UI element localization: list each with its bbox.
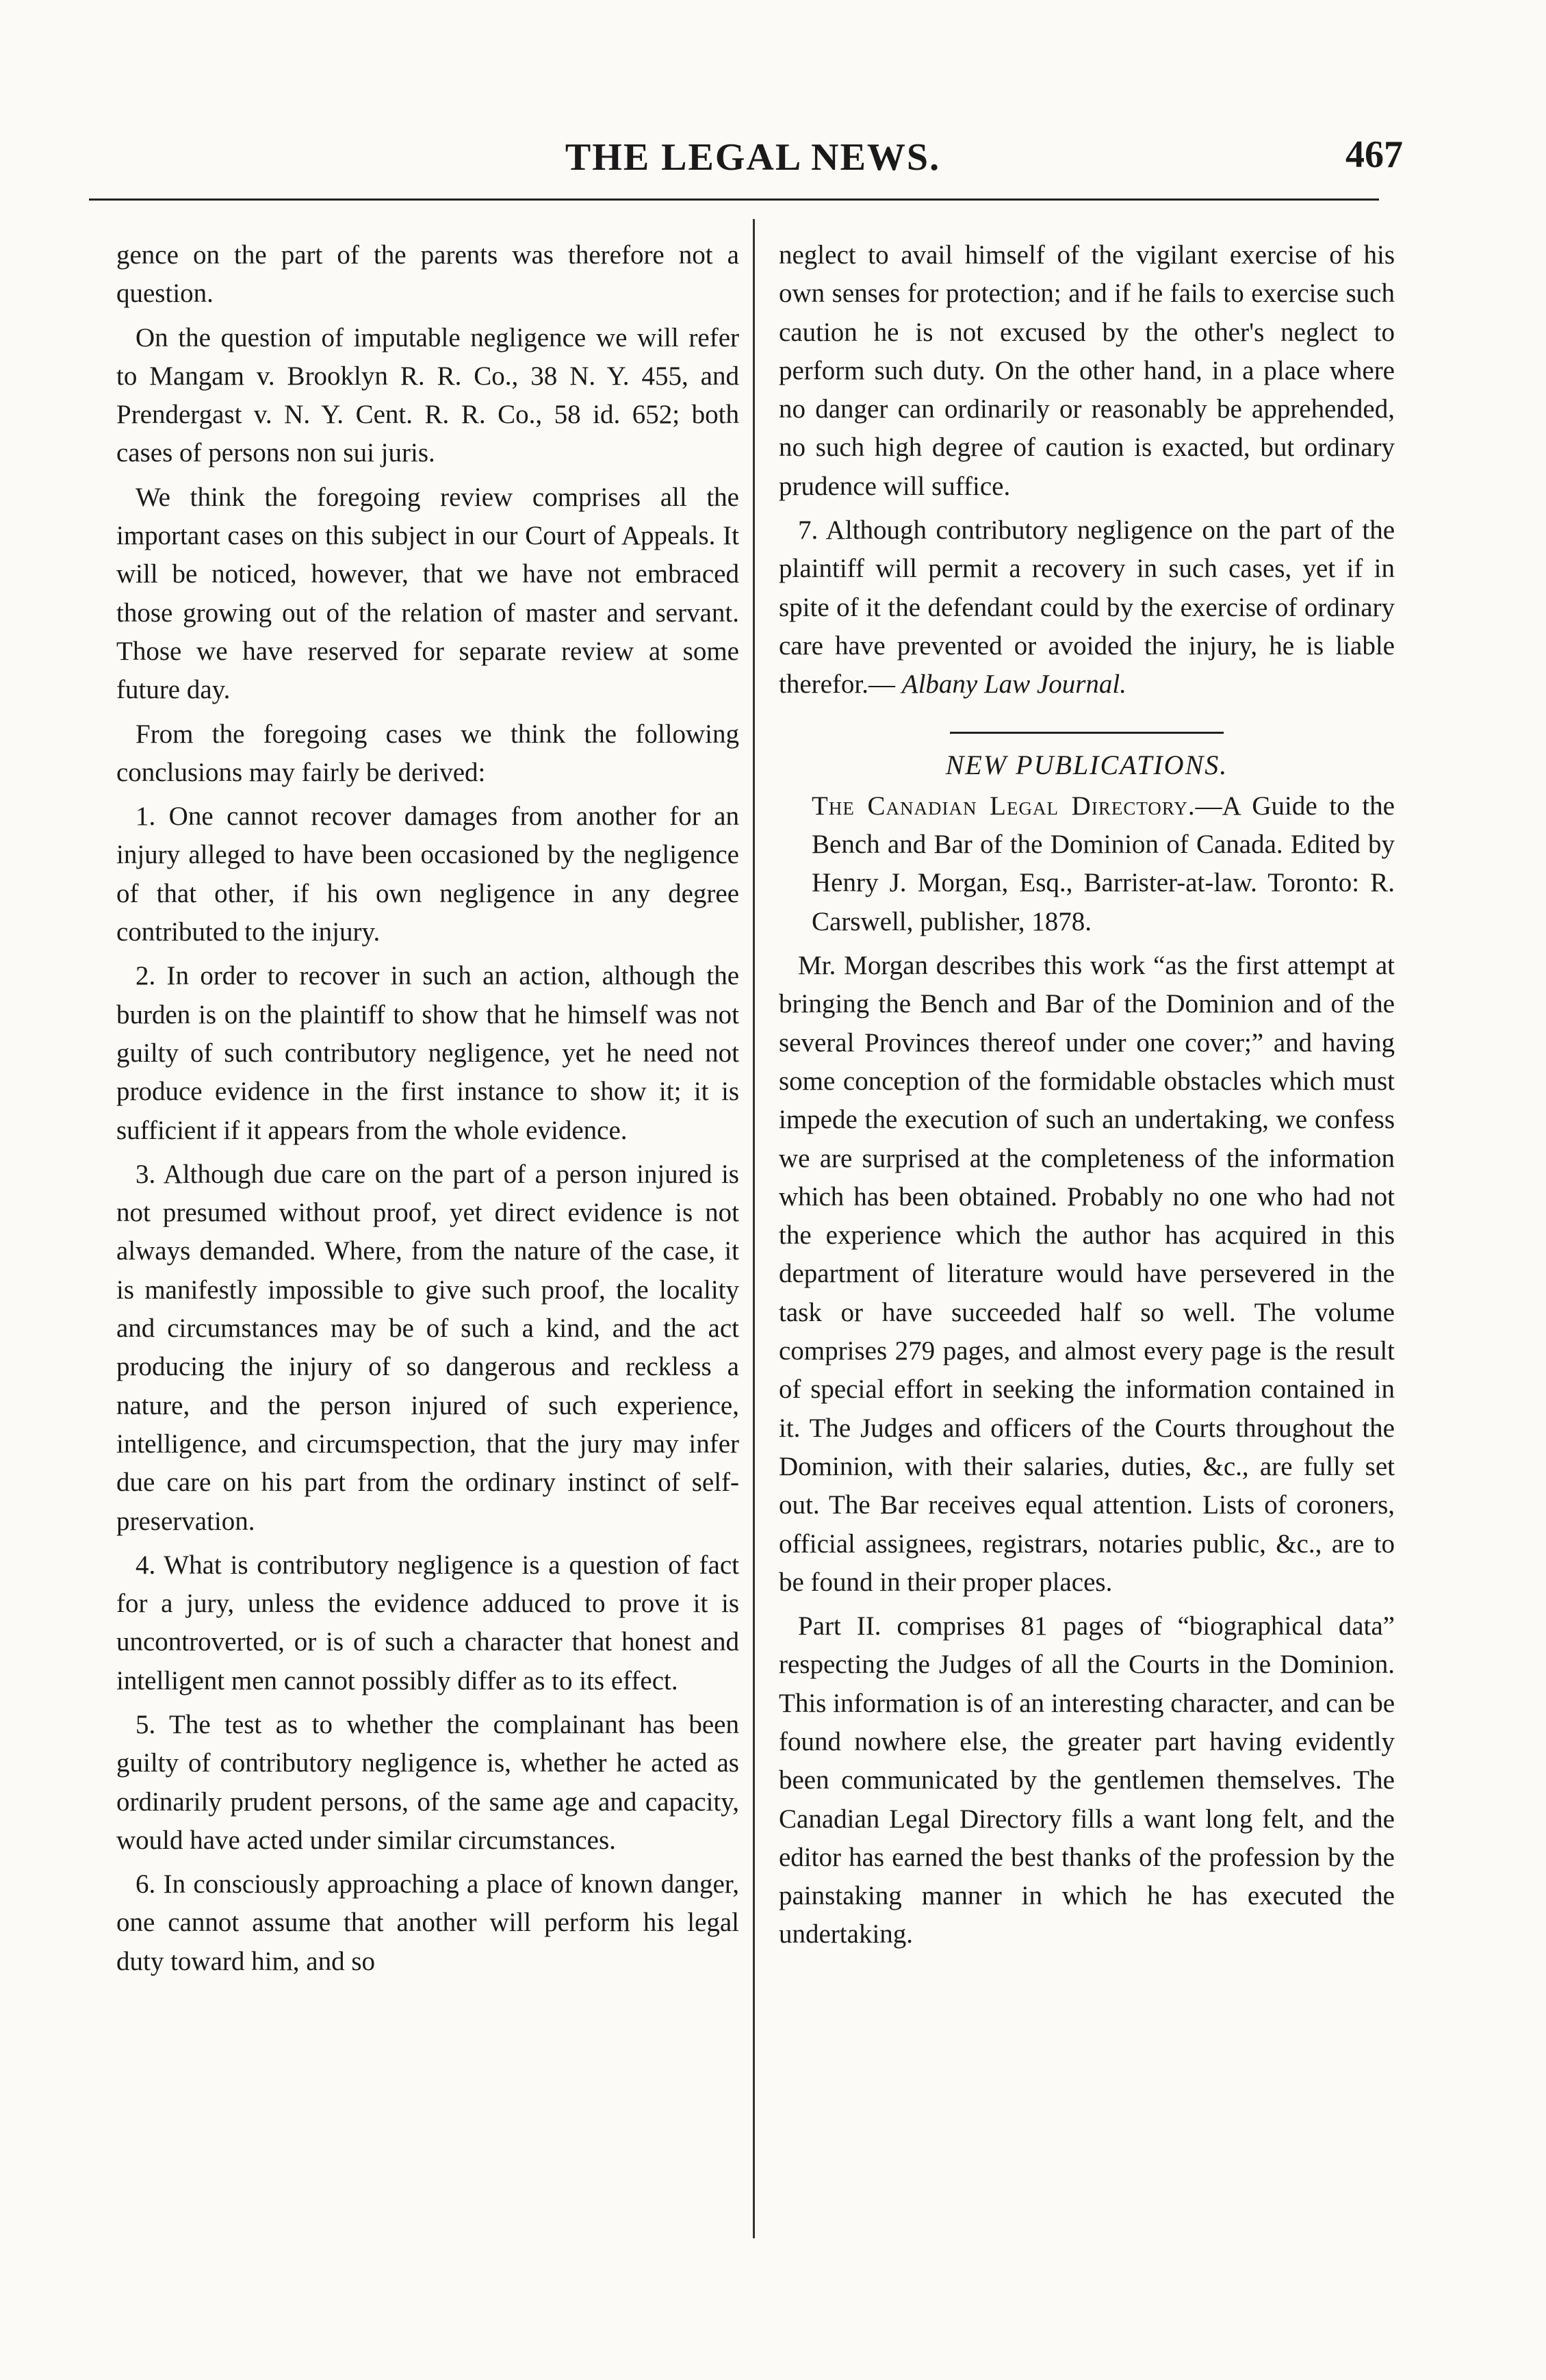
publication-title: The Canadian Legal Directory. <box>812 791 1196 821</box>
review-paragraph-2: Part II. comprises 81 pages of “biographical data” respecting the Judges of all the Courts in the Dominion. This information is of an interesting character, and can be found nowhere else, the greater part having evidently been communicated by the gentlemen themselves. The Canadian Legal Directory fills a want long felt, and the editor has earned the best thanks of the profession by the painstaking manner in which he has executed the undertaking. <box>779 1611 1395 1949</box>
publication-details: —A Guide to the Bench and Bar of the Dominion of Canada. Edited by Henry J. Morgan, Esq., Barrister-at-law. Toronto: R. Carswell, publisher, 1878. <box>812 791 1395 936</box>
left-conclusion-3: 3. Although due care on the part of a person injured is not presumed without proof, yet direct evidence is not always demanded. Where, from the nature of the case, it is manifestly impossible to give such proof, the locality and circumstances may be of such a kind, and the act producing the injury of so dangerous and reckless a nature, and the person injured of such experience, intelligence, and circumspection, that the jury may infer due care on his part from the ordinary instinct of self-preservation. <box>116 1159 739 1536</box>
publication-citation <box>779 787 1395 941</box>
left-paragraph-1: gence on the part of the parents was therefore not a question. <box>116 240 739 309</box>
right-paragraph-1: neglect to avail himself of the vigilant exercise of his own senses for protection; and if he fails to exercise such caution he is not excused by the other's neglect to perform such duty. On the other hand, in a place where no danger can ordinarily or reasonably be apprehended, no such high degree of caution is exacted, but ordinary prudence will suffice. <box>779 240 1395 501</box>
page-header <box>103 123 1403 185</box>
header-rule <box>89 199 1379 201</box>
left-conclusion-4: 4. What is contributory negligence is a question of fact for a jury, unless the evidence adduced to prove it is uncontroverted, or is of such a character that honest and intelligent men cannot possibly differ as to its effect. <box>116 1550 739 1696</box>
left-conclusion-5: 5. The test as to whether the complainant has been guilty of contributory negligence is, whether he acted as ordinarily prudent persons, of the same age and capacity, would have acted under similar circumstances. <box>116 1709 739 1855</box>
left-paragraph-3: We think the foregoing review comprises all the important cases on this subject in our Court of Appeals. It will be noticed, however, that we have not embraced those growing out of the relation of master and servant. Those we have reserved for separate review at some future day. <box>116 482 739 705</box>
left-conclusion-6: 6. In consciously approaching a place of known danger, one cannot assume that another will perform his legal duty toward him, and so <box>116 1869 739 1976</box>
right-column <box>753 236 1395 1960</box>
right-conclusion-7 <box>779 511 1395 704</box>
source-attribution: Albany Law Journal. <box>901 669 1127 700</box>
running-title: THE LEGAL NEWS. <box>565 136 941 179</box>
left-column <box>116 236 739 1986</box>
left-paragraph-2: On the question of imputable negligence we will refer to Mangam v. Brooklyn R. R. Co., 38 N. Y. 455, and Prendergast v. N. Y. Cent. R. R. Co., 58 id. 652; both cases of persons non sui juris. <box>116 322 739 468</box>
section-rule <box>950 732 1224 734</box>
left-conclusion-1: 1. One cannot recover damages from another for an injury alleged to have been occasioned by the negligence of that other, if his own negligence in any degree contributed to the injury. <box>116 802 739 947</box>
page-number: 467 <box>1345 133 1403 176</box>
left-conclusion-2: 2. In order to recover in such an action, although the burden is on the plaintiff to show that he himself was not guilty of such contributory negligence, yet he need not produce evidence in the first instance to show it; it is sufficient if it appears from the whole evidence. <box>116 961 739 1145</box>
conclusion-7-text: 7. Although contributory negligence on the part of the plaintiff will permit a recovery in such cases, yet if in spite of it the defendant could by the exercise of ordinary care have prevented or avoided the injury, he is liable therefor.— <box>779 515 1395 700</box>
review-paragraph-1: Mr. Morgan describes this work “as the first attempt at bringing the Bench and Bar of the Dominion and of the several Provinces thereof under one cover;” and having some conception of the formidable obstacles which must impede the execution of such an undertaking, we confess we are surprised at the completeness of the information which has been obtained. Probably no one who had not the experience which the author has acquired in this department of literature would have persevered in the task or have succeeded half so well. The volume comprises 279 pages, and almost every page is the result of special effort in seeking the information contained in it. The Judges and officers of the Courts throughout the Dominion, with their salaries, duties, &c., are fully set out. The Bar receives equal attention. Lists of coroners, official assignees, registrars, notaries public, &c., are to be found in their proper places. <box>779 951 1395 1597</box>
section-title: NEW PUBLICATIONS. <box>945 749 1228 780</box>
left-paragraph-4: From the foregoing cases we think the following conclusions may fairly be derived: <box>116 719 739 787</box>
